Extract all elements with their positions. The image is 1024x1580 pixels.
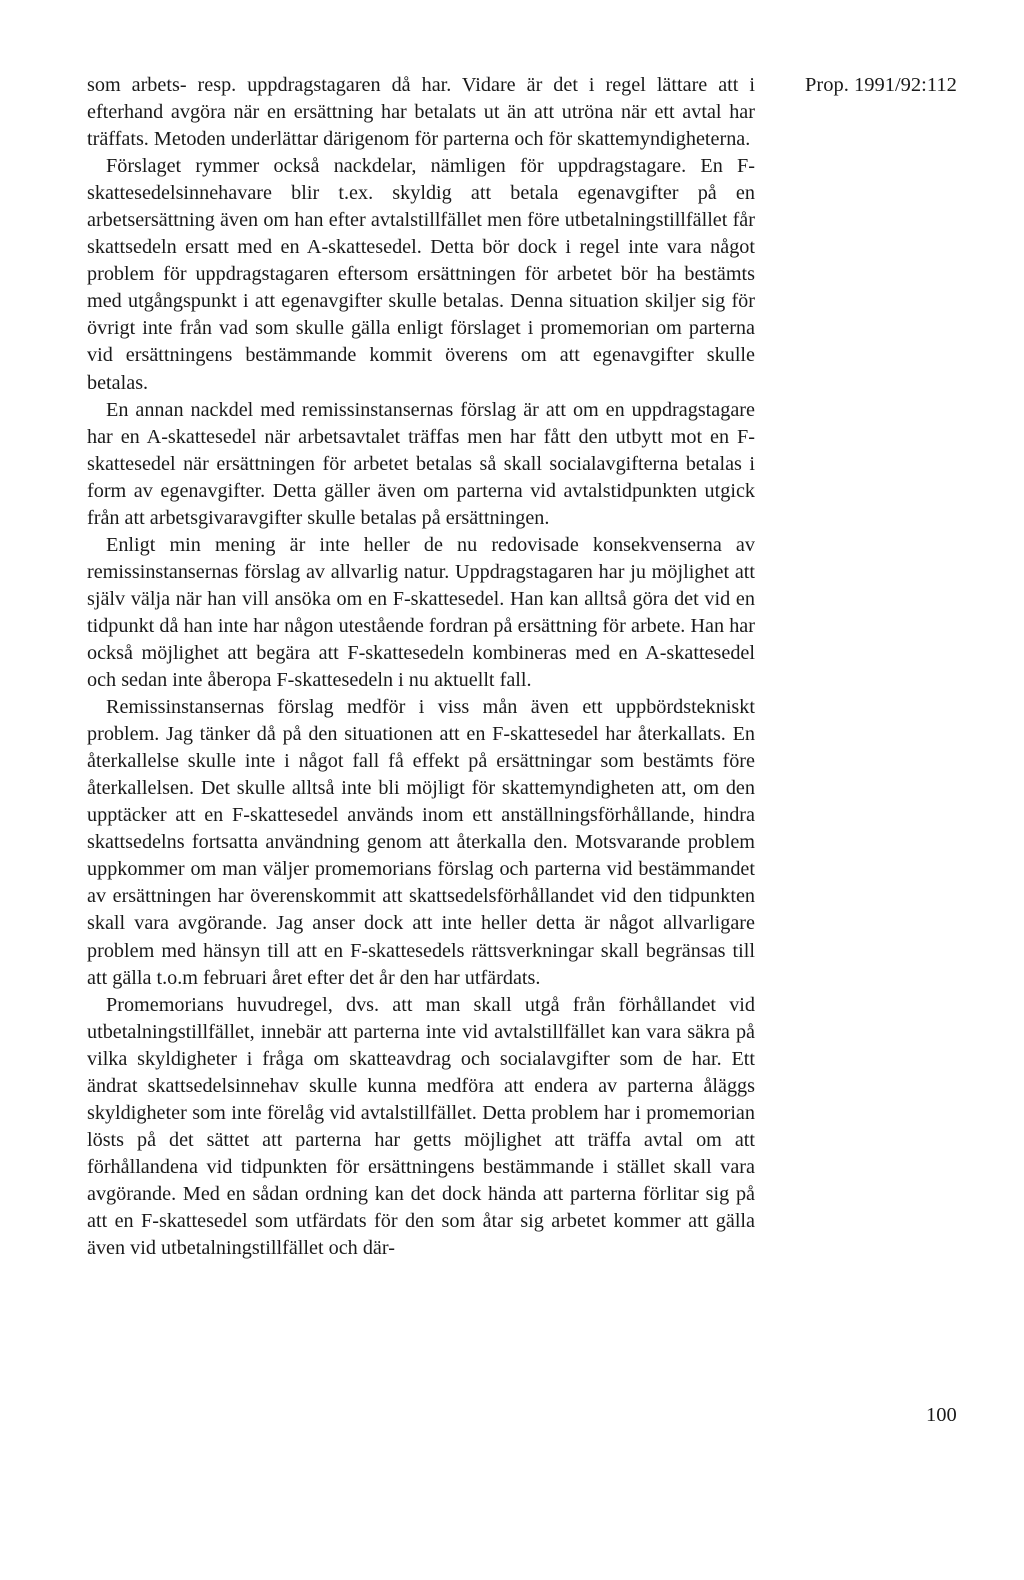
- paragraph: En annan nackdel med remissinstansernas förslag är att om en uppdragstagare har en A-skattesedel när arbetsavtalet träffas men har fått den utbytt mot en F-skattesedel när ersättningen för arbetet betalas så skall socialavgifterna betalas i form av egenavgifter. Detta gäller även om parterna vid avtalstidpunkten utgick från att arbetsgivaravgifter skulle betalas på ersättningen.: [87, 398, 755, 529]
- paragraph: Remissinstansernas förslag medför i viss mån även ett uppbördstekniskt problem. Jag tänker då på den situationen att en F-skattesedel har återkallats. En återkallelse skulle inte i något fall få effekt på ersättningar som bestämts före återkallelsen. Det skulle alltså inte bli möjligt för skattemyndigheten att, om den upptäcker att en F-skattesedel används inom ett anställningsförhållande, hindra skattsedelns fortsatta användning genom att återkalla den. Motsvarande problem uppkommer om man väljer promemorians förslag och parterna vid bestämmandet av ersättningen har överenskommit att skattsedelsförhållandet vid den tidpunkten skall vara avgörande. Jag anser dock att inte heller detta är något allvarligare problem med hänsyn till att en F-skattesedels rättsverkningar skall begränsas till att gälla t.o.m februari året efter det år den har utfärdats.: [87, 696, 755, 989]
- page-number: 100: [926, 1404, 957, 1426]
- document-reference: Prop. 1991/92:112: [805, 74, 957, 96]
- paragraph: Enligt min mening är inte heller de nu redovisade konsekvenserna av remissinstansernas förslag av allvarlig natur. Uppdragstagaren har ju möjlighet att själv välja när han vill ansöka om en F-skattesedel. Han kan alltså göra det vid en tidpunkt då han inte har någon utestående fordran på ersättning för arbete. Han har också möjlighet att begära att F-skattesedeln kombineras med en A-skattesedel och sedan inte åberopa F-skattesedeln i nu aktuellt fall.: [87, 533, 755, 692]
- paragraph: Promemorians huvudregel, dvs. att man skall utgå från förhållandet vid utbetalningstillfället, innebär att parterna inte vid avtalstillfället kan vara säkra på vilka skyldigheter i fråga om skatteavdrag och socialavgifter som de har. Ett ändrat skattsedelsinnehav skulle kunna medföra att endera av parterna åläggs skyldigheter som inte förelåg vid avtalstillfället. Detta problem har i promemorian lösts på det sättet att parterna har getts möjlighet att träffa avtal om att förhållandena vid tidpunkten för ersättningens bestämmande i stället skall vara avgörande. Med en sådan ordning kan det dock hända att parterna förlitar sig på att en F-skattesedel som utfärdats för den som åtar sig arbetet kommer att gälla även vid utbetalningstillfället och där-: [87, 993, 755, 1260]
- paragraph: som arbets- resp. uppdragstagaren då har. Vidare är det i regel lättare att i efterhand avgöra när en ersättning har betalats ut än att utröna när ett avtal har träffats. Metoden underlättar därigenom för parterna och för skattemyndigheterna.: [87, 74, 755, 151]
- body-text: [87, 72, 755, 1262]
- paragraph: Förslaget rymmer också nackdelar, nämligen för uppdragstagare. En F-skattesedelsinnehavare blir t.ex. skyldig att betala egenavgifter på en arbetsersättning även om han efter avtalstillfället men före utbetalningstillfället får skattsedeln ersatt med en A-skattesedel. Detta bör dock i regel inte vara något problem för uppdragstagaren eftersom ersättningen för arbetet bör ha bestämts med utgångspunkt i att egenavgifter skulle betalas. Denna situation skiljer sig för övrigt inte från vad som skulle gälla enligt förslaget i promemorian om parterna vid ersättningens bestämmande kommit överens om att egenavgifter skulle betalas.: [87, 155, 755, 394]
